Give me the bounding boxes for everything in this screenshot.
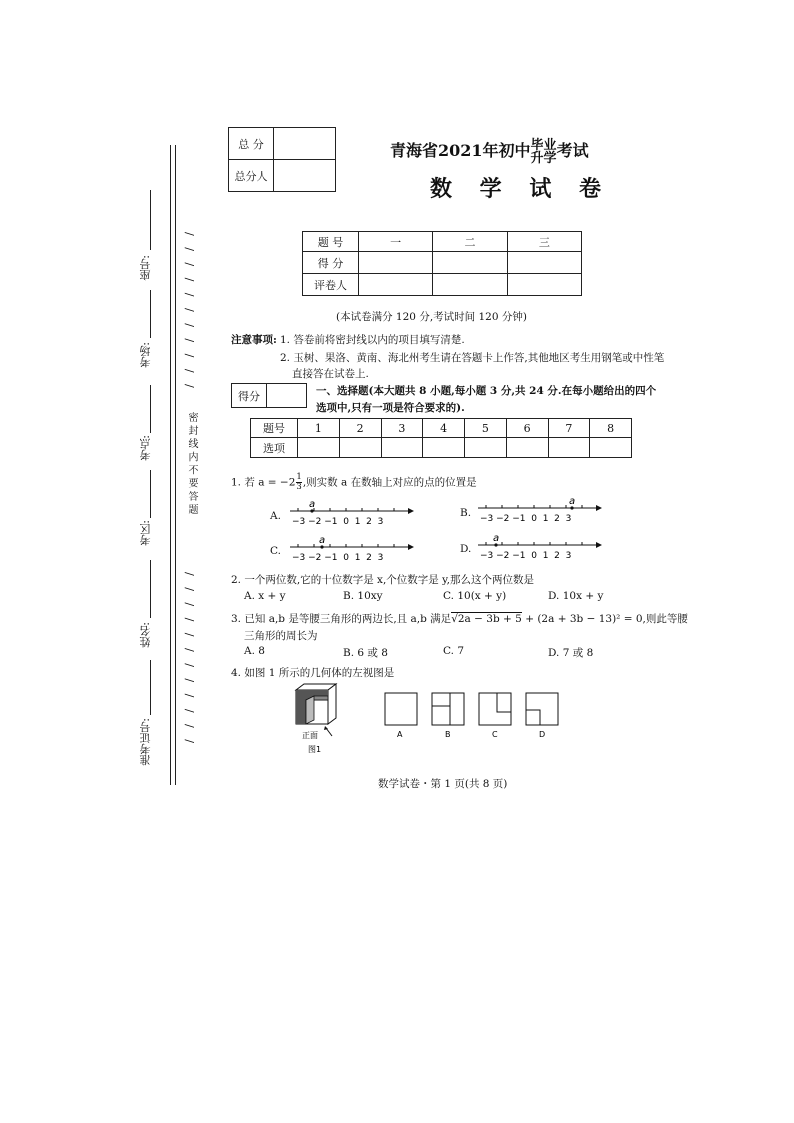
score-cell[interactable] [359, 252, 433, 274]
front-label: 正面 [302, 731, 318, 740]
section1-score-box [231, 383, 307, 408]
q4-option-c-label: C [492, 730, 498, 738]
numberline-ticks: −3 −2 −1 0 1 2 3 [480, 514, 572, 524]
answer-num: 7 [548, 419, 590, 438]
q1-option-c-label: C. [270, 545, 281, 557]
q3-option-a[interactable]: A. 8 [244, 645, 265, 657]
answer-cell[interactable] [465, 438, 507, 458]
section1-heading-a: 一、选择题(本大题共 8 小题,每小题 3 分,共 24 分.在每小题给出的四个 [316, 385, 657, 397]
answer-cell[interactable] [339, 438, 381, 458]
answer-cell[interactable] [423, 438, 465, 458]
site-blank[interactable] [150, 385, 151, 433]
q1-fraction: $\frac{1}{3}$ [296, 472, 302, 492]
numberline-point-label: a [493, 533, 500, 544]
answer-cell[interactable] [298, 438, 340, 458]
numberline-ticks: −3 −2 −1 0 1 2 3 [292, 553, 384, 563]
answer-table [250, 418, 632, 458]
answer-header-label: 题号 [251, 419, 298, 438]
q3-option-d[interactable]: D. 7 或 8 [548, 647, 594, 659]
note-1: 1. 答卷前将密封线以内的项目填写清楚. [280, 334, 465, 346]
question-4: 4. 如图 1 所示的几何体的左视图是 [231, 667, 395, 679]
room-blank[interactable] [150, 290, 151, 338]
grader-row-label: 评卷人 [303, 274, 359, 296]
q4-option-a-view[interactable] [384, 692, 420, 738]
grader-cell[interactable] [507, 274, 581, 296]
question-2: 2. 一个两位数,它的十位数字是 x,个位数字是 y,那么这个两位数是 [231, 574, 535, 586]
answer-num: 4 [423, 419, 465, 438]
answer-num: 3 [381, 419, 423, 438]
figure-1-caption: 图1 [308, 745, 322, 754]
q4-option-c-view[interactable] [478, 692, 514, 738]
answer-cell[interactable] [381, 438, 423, 458]
score-header-2: 二 [433, 232, 507, 252]
binding-line-outer [170, 145, 171, 785]
total-scorer-label: 总分人 [229, 160, 274, 192]
section1-score-label: 得分 [232, 384, 267, 408]
q4-option-d-label: D [539, 730, 546, 738]
answer-cell[interactable] [548, 438, 590, 458]
score-header-label: 题 号 [303, 232, 359, 252]
site-label: 考点: [139, 435, 152, 461]
answer-num: 8 [590, 419, 632, 438]
total-score-cell[interactable] [274, 128, 336, 160]
section-score-table [302, 231, 582, 296]
q1-option-d-label: D. [460, 543, 472, 555]
notes-label: 注意事项: [231, 334, 277, 346]
numberline-point-label: a [309, 499, 316, 510]
answer-num: 6 [506, 419, 548, 438]
grader-cell[interactable] [433, 274, 507, 296]
score-row-label: 得 分 [303, 252, 359, 274]
note-2a: 2. 玉树、果洛、黄南、海北州考生请在答题卡上作答,其他地区考生用钢笔或中性笔 [280, 352, 665, 364]
figure-1-solid [288, 682, 358, 757]
q2-option-c[interactable]: C. 10(x + y) [443, 590, 507, 602]
q3-option-c[interactable]: C. 7 [443, 645, 465, 657]
q2-option-d[interactable]: D. 10x + y [548, 590, 604, 602]
seat-blank[interactable] [150, 190, 151, 250]
q1-option-d-numberline[interactable] [476, 531, 606, 563]
question-3: 3. 已知 a,b 是等腰三角形的两边长,且 a,b 满足√2a − 3b + 5 + (2a + 3b − 13)² = 0,则此等腰 [231, 613, 688, 625]
q1-option-b-numberline[interactable] [476, 494, 606, 526]
numberline-ticks: −3 −2 −1 0 1 2 3 [480, 551, 572, 561]
answer-num: 5 [465, 419, 507, 438]
seal-slashes-bottom: / / / / / / / / / / / / [183, 572, 196, 747]
q4-option-b-label: B [445, 730, 451, 738]
name-label: 姓名: [139, 622, 152, 648]
ticket-label: 准考证号: [139, 718, 152, 766]
q3-radical: √2a − 3b + 5 [451, 613, 522, 625]
seat-label: 座号: [139, 255, 152, 281]
section1-heading-b: 选项中,只有一项是符合要求的). [316, 402, 465, 414]
score-cell[interactable] [507, 252, 581, 274]
q1-option-a-label: A. [270, 510, 281, 522]
q3-option-b[interactable]: B. 6 或 8 [343, 647, 388, 659]
q4-option-d-view[interactable] [525, 692, 561, 738]
seal-text: 密 封 线 内 不 要 答 题 [186, 412, 197, 515]
exam-subtitle: 数 学 试 卷 [430, 176, 611, 202]
answer-cell[interactable] [506, 438, 548, 458]
note-2b: 直接答在试卷上. [292, 368, 369, 380]
q1-option-c-numberline[interactable] [288, 533, 418, 565]
numberline-ticks: −3 −2 −1 0 1 2 3 [292, 517, 384, 527]
title-stack: 毕业 升学 [530, 137, 557, 166]
seal-slashes-top: / / / / / / / / / / / [183, 232, 196, 392]
q2-option-a[interactable]: A. x + y [244, 590, 286, 602]
binding-line-inner [175, 145, 176, 785]
total-scorer-cell[interactable] [274, 160, 336, 192]
room-label: 考场: [139, 342, 152, 368]
page-footer: 数学试卷・第 1 页(共 8 页) [378, 778, 508, 790]
score-header-3: 三 [507, 232, 581, 252]
district-blank[interactable] [150, 470, 151, 518]
numberline-point-label: a [569, 496, 576, 507]
q1-option-a-numberline[interactable] [288, 497, 418, 529]
q4-option-b-view[interactable] [431, 692, 467, 738]
score-cell[interactable] [433, 252, 507, 274]
ticket-blank[interactable] [150, 660, 151, 715]
answer-choice-label: 选项 [251, 438, 298, 458]
name-blank[interactable] [150, 560, 151, 618]
answer-cell[interactable] [590, 438, 632, 458]
total-label: 总 分 [229, 128, 274, 160]
answer-num: 1 [298, 419, 340, 438]
exam-info: (本试卷满分 120 分,考试时间 120 分钟) [336, 311, 527, 323]
q4-option-a-label: A [397, 730, 403, 738]
total-score-box [228, 127, 336, 192]
q2-option-b[interactable]: B. 10xy [343, 590, 383, 602]
section1-score-cell[interactable] [267, 384, 307, 408]
grader-cell[interactable] [359, 274, 433, 296]
exam-title: 青海省2021年初中 毕业 升学 考试 [390, 137, 589, 166]
district-label: 考区: [139, 520, 152, 546]
score-header-1: 一 [359, 232, 433, 252]
answer-num: 2 [339, 419, 381, 438]
numberline-point-label: a [319, 535, 326, 546]
q1-option-b-label: B. [460, 507, 472, 519]
question-1: 1. 若 a = −2 $\frac{1}{3}$ ,则实数 a 在数轴上对应的点的位置是 [231, 472, 477, 492]
question-3-line2: 三角形的周长为 [244, 630, 318, 642]
